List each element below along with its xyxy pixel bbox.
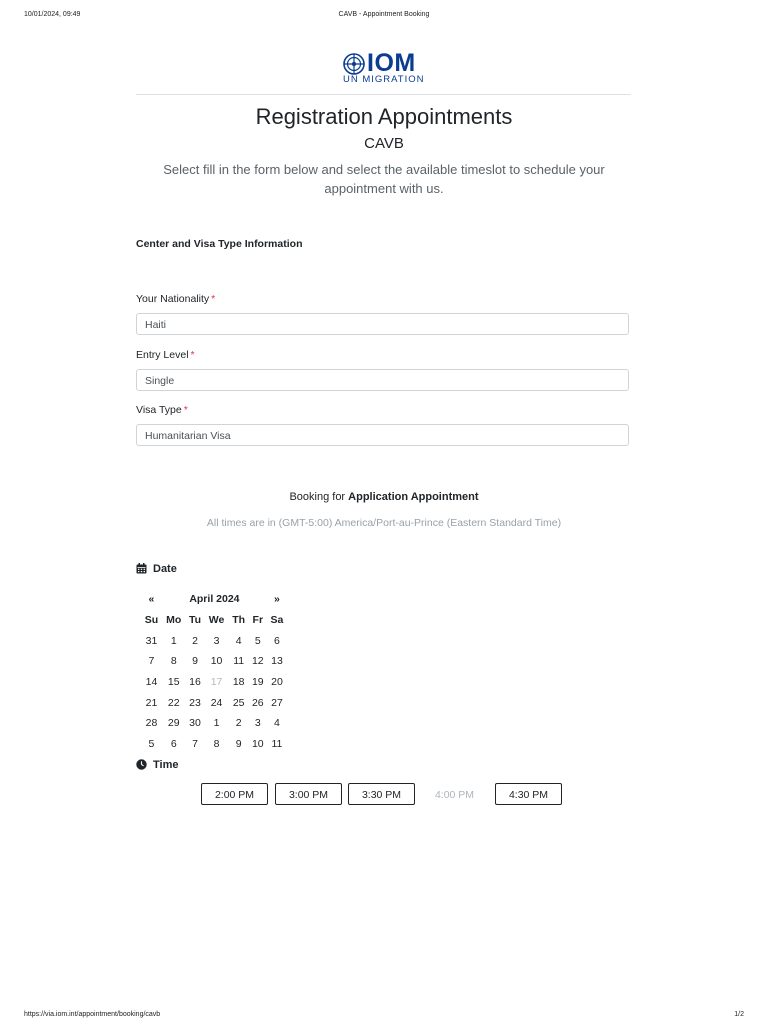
entry-level-label-text: Entry Level — [136, 349, 189, 361]
calendar-day[interactable]: 3 — [254, 717, 261, 730]
calendar-day[interactable]: 4 — [274, 717, 280, 730]
calendar-day[interactable]: 26 — [251, 696, 264, 709]
nationality-label — [136, 293, 215, 305]
time-heading — [136, 759, 178, 771]
calendar-day[interactable]: 21 — [145, 696, 158, 709]
entry-level-select[interactable]: Single — [136, 369, 629, 391]
prev-month-button[interactable]: « — [148, 593, 155, 606]
calendar-day[interactable]: 2 — [192, 634, 198, 647]
calendar-day[interactable]: 12 — [251, 655, 264, 668]
calendar-day[interactable]: 11 — [233, 655, 245, 668]
weekday-header: Su — [144, 614, 159, 627]
weekday-header: Sa — [270, 614, 284, 627]
calendar-day[interactable]: 29 — [167, 717, 180, 730]
month-label[interactable]: April 2024 — [189, 593, 240, 606]
date-picker — [141, 589, 287, 755]
print-url: https://via.iom.int/appointment/booking/cavb — [24, 1011, 161, 1018]
timezone-note: All times are in (GMT-5:00) America/Port-au-Prince (Eastern Standard Time) — [206, 517, 562, 529]
calendar-day[interactable]: 6 — [170, 738, 177, 751]
calendar-day[interactable]: 10 — [251, 738, 264, 751]
calendar-week — [141, 734, 287, 755]
time-heading-label: Time — [153, 759, 179, 771]
time-slot-button[interactable]: 4:30 PM — [495, 783, 562, 805]
calendar-day[interactable]: 5 — [254, 634, 261, 647]
booking-prefix: Booking for — [289, 491, 346, 503]
calendar-day[interactable]: 8 — [170, 655, 177, 668]
visa-type-label-text: Visa Type — [136, 404, 182, 416]
calendar-week — [141, 630, 287, 651]
calendar-week — [141, 651, 287, 672]
calendar-day-disabled: 17 — [210, 676, 223, 689]
date-heading — [136, 563, 177, 575]
calendar-day[interactable]: 22 — [167, 696, 180, 709]
time-slot-unavailable: 4:00 PM — [434, 789, 475, 801]
logo-wordmark: IOM — [367, 49, 416, 77]
header-divider — [136, 94, 631, 95]
calendar-day[interactable]: 9 — [235, 738, 242, 751]
calendar-day[interactable]: 27 — [271, 696, 283, 709]
calendar-week — [141, 672, 287, 693]
calendar-day[interactable]: 7 — [192, 738, 198, 751]
booking-type: Application Appointment — [348, 491, 479, 503]
calendar-day[interactable]: 1 — [170, 634, 177, 647]
time-slot-button[interactable]: 2:00 PM — [201, 783, 268, 805]
calendar-day[interactable]: 23 — [189, 696, 201, 709]
page-title: Registration Appointments — [255, 104, 513, 129]
weekday-header: Th — [232, 614, 246, 627]
calendar-day[interactable]: 2 — [235, 717, 242, 730]
iom-logo — [343, 49, 427, 85]
entry-level-label — [136, 349, 195, 361]
calendar-day[interactable]: 1 — [213, 717, 220, 730]
weekday-header: We — [208, 614, 225, 627]
weekday-header: Fr — [252, 614, 264, 627]
booking-for — [0, 491, 768, 503]
logo-tagline: UN MIGRATION — [343, 74, 425, 85]
print-datetime: 10/01/2024, 09:49 — [24, 11, 81, 18]
calendar-day[interactable]: 6 — [274, 634, 280, 647]
weekday-header: Tu — [188, 614, 202, 627]
calendar-day[interactable]: 3 — [213, 634, 220, 647]
calendar-day[interactable]: 25 — [232, 696, 245, 709]
nationality-select[interactable]: Haiti — [136, 313, 629, 335]
calendar-day[interactable]: 15 — [167, 676, 180, 689]
section-title: Center and Visa Type Information — [136, 238, 303, 250]
calendar-day[interactable]: 11 — [271, 738, 283, 751]
calendar-week — [141, 713, 287, 734]
calendar-day[interactable]: 24 — [210, 696, 223, 709]
visa-type-label — [136, 404, 188, 416]
calendar-week — [141, 692, 287, 713]
calendar-day[interactable]: 20 — [271, 676, 283, 689]
page-subtitle: CAVB — [364, 135, 404, 152]
calendar-icon — [136, 563, 147, 574]
date-heading-label: Date — [153, 563, 177, 575]
required-marker: * — [183, 404, 188, 416]
page-description: Select fill in the form below and select the available timeslot to schedule your appointment with us. — [163, 162, 605, 196]
clock-icon — [136, 759, 147, 770]
calendar-day[interactable]: 8 — [213, 738, 220, 751]
un-globe-icon — [343, 53, 365, 75]
calendar-day[interactable]: 16 — [189, 676, 201, 689]
print-page-number: 1/2 — [734, 1011, 744, 1018]
time-slot-button[interactable]: 3:00 PM — [275, 783, 342, 805]
calendar-day[interactable]: 9 — [192, 655, 198, 668]
print-title: CAVB - Appointment Booking — [338, 11, 430, 18]
calendar-day[interactable]: 28 — [145, 717, 158, 730]
calendar-day[interactable]: 30 — [189, 717, 201, 730]
next-month-button[interactable]: » — [274, 593, 280, 606]
calendar-day[interactable]: 31 — [145, 634, 158, 647]
calendar-day[interactable]: 7 — [148, 655, 155, 668]
calendar-day[interactable]: 18 — [232, 676, 245, 689]
required-marker: * — [211, 293, 216, 305]
calendar-day[interactable]: 10 — [210, 655, 223, 668]
time-slot-button[interactable]: 3:30 PM — [348, 783, 415, 805]
calendar-day[interactable]: 14 — [145, 676, 158, 689]
weekday-row — [141, 610, 287, 631]
required-marker: * — [190, 349, 195, 361]
calendar-day[interactable]: 19 — [251, 676, 264, 689]
calendar-day[interactable]: 5 — [148, 738, 155, 751]
nationality-label-text: Your Nationality — [136, 293, 210, 305]
calendar-day[interactable]: 4 — [235, 634, 242, 647]
calendar-day[interactable]: 13 — [271, 655, 283, 668]
weekday-header: Mo — [166, 614, 182, 627]
visa-type-select[interactable]: Humanitarian Visa — [136, 424, 629, 446]
